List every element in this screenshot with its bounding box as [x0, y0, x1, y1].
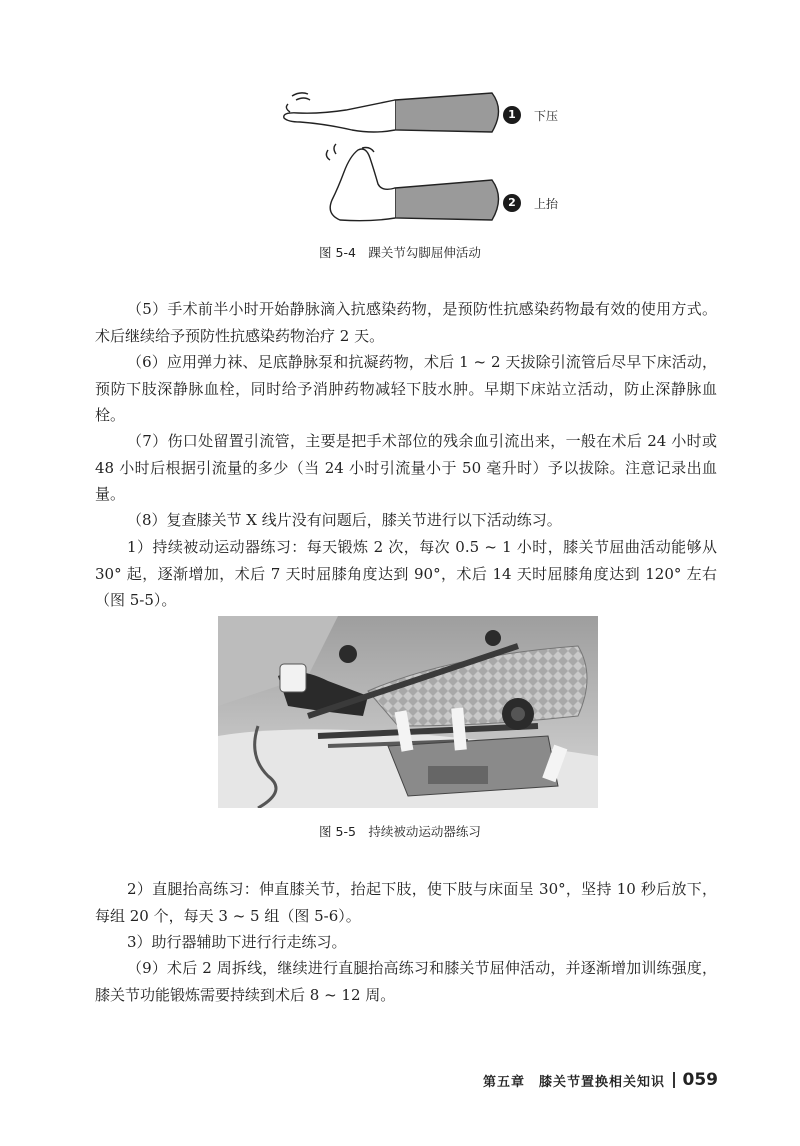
paragraph-7: （7）伤口处留置引流管，主要是把手术部位的残余血引流出来，一般在术后 24 小时或 48 小时后根据引流量的多少（当 24 小时引流量小于 50 毫升时）予以拔除。注意记录出血量。	[95, 432, 717, 503]
page-footer	[483, 1070, 718, 1090]
figure-5-5	[218, 616, 598, 808]
cpm-machine-photo	[218, 616, 598, 808]
paragraph-8-1: 1）持续被动运动器练习：每天锻炼 2 次，每次 0.5 ~ 1 小时，膝关节屈曲活动能够从 30° 起，逐渐增加，术后 7 天时屈膝角度达到 90°，术后 14 天时屈膝角度达到 120° 左右（图 5-5）。	[95, 538, 717, 609]
figure-5-5-caption: 图 5-5 持续被动运动器练习	[319, 824, 481, 839]
chapter-title: 第五章 膝关节置换相关知识	[482, 1074, 665, 1090]
paragraph-8-3: 3）助行器辅助下进行行走练习。	[127, 933, 347, 951]
figure-5-4-caption: 图 5-4 踝关节勾脚屈伸活动	[319, 245, 481, 260]
paragraph-6: （6）应用弹力袜、足底静脉泵和抗凝药物，术后 1 ~ 2 天拔除引流管后尽早下床活动，预防下肢深静脉血栓，同时给予消肿药物减轻下肢水肿。早期下床站立活动，防止深静脉血栓。	[95, 353, 717, 424]
label-press-down: 下压	[534, 109, 559, 123]
label-lift-up: 上抬	[534, 197, 559, 211]
paragraph-5: （5）手术前半小时开始静脉滴入抗感染药物，是预防性抗感染药物最有效的使用方式。术后继续给予预防性抗感染药物治疗 2 天。	[95, 300, 717, 345]
paragraph-8: （8）复查膝关节 X 线片没有问题后，膝关节进行以下活动练习。	[127, 511, 562, 529]
leg-pressing-down	[284, 93, 499, 132]
page-number: 059	[682, 1070, 718, 1090]
marker-press-down: 1	[503, 106, 521, 124]
leg-lifting-up	[326, 144, 498, 221]
marker-lift-up: 2	[503, 194, 521, 212]
footer-separator	[673, 1072, 675, 1088]
paragraph-8-2: 2）直腿抬高练习：伸直膝关节，抬起下肢，使下肢与床面呈 30°，坚持 10 秒后放下，每组 20 个，每天 3 ~ 5 组（图 5-6）。	[95, 880, 717, 925]
paragraph-9: （9）术后 2 周拆线，继续进行直腿抬高练习和膝关节屈伸活动，并逐渐增加训练强度，膝关节功能锻炼需要持续到术后 8 ~ 12 周。	[95, 959, 717, 1004]
